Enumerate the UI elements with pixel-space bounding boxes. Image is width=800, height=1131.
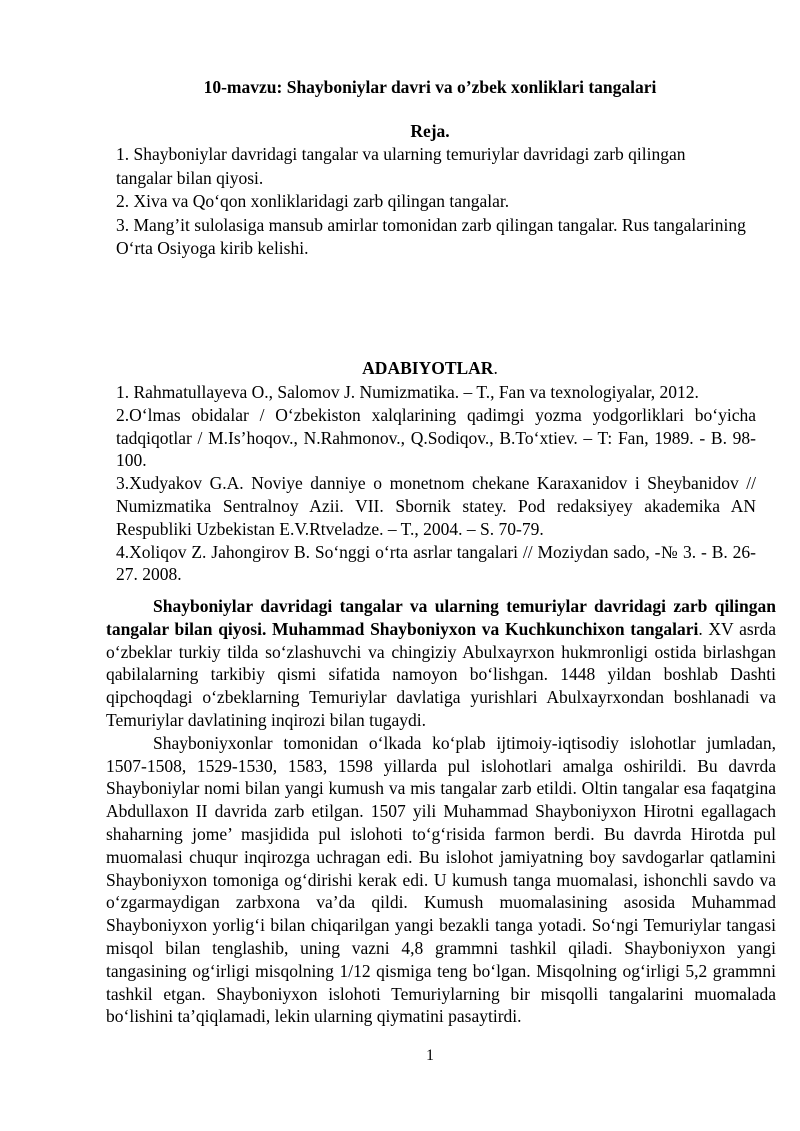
section-heading: Shayboniylar davridagi tangalar va ularning temuriylar davridagi zarb qilingan tangalar bilan qiyosi. Muhammad Shayboniyxon va Kuchkunchixon tangalari	[106, 596, 776, 639]
paragraph-intro-text: . XV asrda o‘zbeklar turkiy tilda so‘zlashuvchi va chingiziy Abulxayrxon hukmronligi ostida birlashgan qabilalarning tarkibiy qismi sifatida namoyon bo‘lishgan. 1448 yildan boshlab Dashti qipchoqdagi o‘zbeklarning Temuriylar davlatiga yurishlari Abulxayrxondan boshlanadi va Temuriylar davlatining inqirozi bilan tugaydi.	[106, 618, 776, 730]
references-list	[116, 381, 756, 586]
reference-item: 3.Xudyakov G.A. Noviye danniye o monetnom chekane Karaxanidov i Sheybanidov // Numizmatika Sentralnoy Azii. VII. Sbornik statey. Pod redaksiyey akademika AN Respubliki Uzbekistan E.V.Rtveladze. – T., 2004. – S. 70-79.	[116, 473, 756, 539]
plan-item: 1. Shayboniylar davridagi tangalar va ularning temuriylar davridagi zarb qilingan tangalar bilan qiyosi.	[116, 144, 686, 188]
reference-item: 2.O‘lmas obidalar / O‘zbekiston xalqlarining qadimgi yozma yodgorliklari bo‘yicha tadqiqotlar / M.Is’hoqov., N.Rahmonov., Q.Sodiqov., B.To‘xtiev. – T: Fan, 1989. - B. 98-100.	[116, 404, 756, 471]
plan-list	[116, 143, 746, 261]
references-heading	[0, 357, 800, 379]
paragraph-intro	[106, 595, 776, 732]
plan-heading: Reja.	[410, 121, 450, 141]
plan-item: 3. Mang’it sulolasiga mansub amirlar tomonidan zarb qilingan tangalar. Rus tangalarining O‘rta Osiyoga kirib kelishi.	[116, 214, 746, 258]
references-heading-dot: .	[493, 358, 498, 378]
references-heading-text: ADABIYOTLAR	[362, 358, 494, 378]
main-body	[106, 595, 776, 1028]
document-title: 10-mavzu: Shayboniylar davri va o’zbek xonliklari tangalari	[203, 77, 657, 97]
paragraph-reforms: Shayboniyxonlar tomonidan o‘lkada ko‘plab ijtimoiy-iqtisodiy islohotlar jumladan, 1507-1508, 1529-1530, 1583, 1598 yillarda pul islohotlari amalga oshirildi. Bu davrda Shayboniylar nomi bilan yangi kumush va mis tangalar zarb etildi. Oltin tangalar esa faqatgina Abdullaxon II davrida zarb etilgan. 1507 yili Muhammad Shayboniyxon Hirotni egallagach shaharning jome’ masjidida pul islohoti to‘g‘risida farmon berdi. Bu davrda Hirotda pul muomalasi chuqur inqirozga uchragan edi. Bu islohot jamiyatning boy savdogarlar qatlamini Shayboniyxon tomoniga og‘dirishi kerak edi. U kumush tanga muomalasi, ishonchli savdo va o‘zgarmaydigan zarbxona va’da qildi. Kumush muomalasining asosida Muhammad Shayboniyxon yorlig‘i bilan chiqarilgan yangi bezakli tanga yotadi. So‘ngi Temuriylar tangasi misqol bilan tenglashib, uning vazni 4,8 grammni tashkil qiladi. Shayboniyxon yangi tangasining og‘irligi misqolning 1/12 qismiga teng bo‘lgan. Misqolning og‘irligi 5,2 grammni tashkil etgan. Shayboniyxon islohoti Temuriylarning bir misqolli tangalarini muomalada bo‘lishini ta’qiqlamadi, lekin ularning qiymatini pasaytirdi.	[106, 732, 776, 1027]
reference-item: 4.Xoliqov Z. Jahongirov B. So‘nggi o‘rta asrlar tangalari // Moziydan sado, -№ 3. - B. 26-27. 2008.	[116, 541, 756, 585]
page-number: 1	[426, 1047, 434, 1064]
plan-item: 2. Xiva va Qo‘qon xonliklaridagi zarb qilingan tangalar.	[116, 191, 510, 211]
reference-item: 1. Rahmatullayeva O., Salomov J. Numizmatika. – T., Fan va texnologiyalar, 2012.	[116, 382, 699, 402]
